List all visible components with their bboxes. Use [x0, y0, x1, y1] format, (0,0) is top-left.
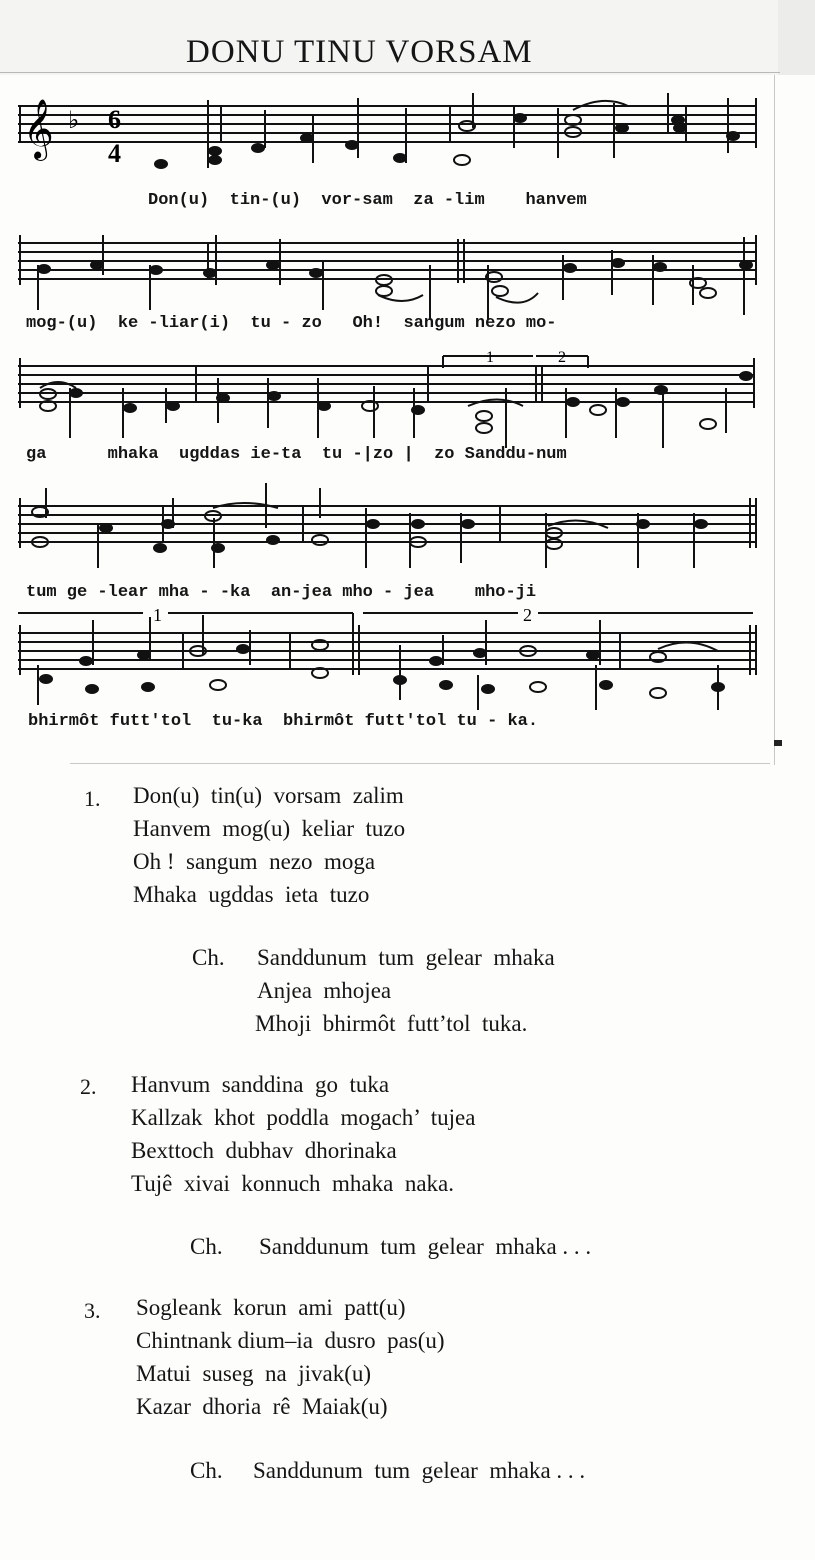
lyrics-system-4: tum ge -lear mha - -ka an-jea mho - jea mho-ji	[26, 583, 537, 602]
verse-2-line-4: Tujê xivai konnuch mhaka naka.	[131, 1171, 455, 1196]
verse-3-line-2: Chintnank dium–ia dusro pas(u)	[136, 1328, 445, 1353]
staff-system-4	[18, 478, 758, 588]
verse-2-line-2: Kallzak khot poddla mogach’ tujea	[131, 1105, 476, 1130]
chorus-repeat-label-2: Ch.	[190, 1458, 223, 1483]
verse-3-number: 3.	[84, 1298, 101, 1323]
lyrics-system-5: bhirmôt futt'tol tu-ka bhirmôt futt'tol tu - ka.	[28, 712, 539, 731]
svg-text:2: 2	[523, 605, 532, 625]
verse-1-line-1: Don(u) tin(u) vorsam zalim	[133, 783, 404, 808]
header-divider	[0, 72, 780, 73]
svg-text:4: 4	[108, 139, 121, 168]
staff-system-5	[18, 605, 758, 725]
svg-text:𝄞: 𝄞	[23, 99, 54, 159]
staff-system-1	[18, 88, 758, 208]
verse-2-line-3: Bexttoch dubhav dhorinaka	[131, 1138, 397, 1163]
verse-1-line-2: Hanvem mog(u) keliar tuzo	[133, 816, 406, 841]
verse-2-number: 2.	[80, 1074, 97, 1099]
verse-3-line-1: Sogleank korun ami patt(u)	[136, 1295, 406, 1320]
svg-text:1: 1	[486, 349, 494, 366]
verse-2-line-1: Hanvum sanddina go tuka	[131, 1072, 390, 1097]
staff-system-3	[18, 348, 758, 458]
score-divider	[70, 763, 770, 764]
chorus-label: Ch.	[192, 945, 225, 970]
verse-1-number: 1.	[84, 786, 101, 811]
scan-edge	[778, 0, 815, 75]
lyrics-system-2: mog-(u) ke -liar(i) tu - zo Oh! sangum nezo mo-	[26, 314, 557, 333]
song-title: DONU TINU VORSAM	[186, 34, 533, 70]
verse-1-line-3: Oh ! sangum nezo moga	[133, 849, 376, 874]
chorus-repeat-2: Sanddunum tum gelear mhaka . . .	[253, 1458, 586, 1483]
verse-3-line-4: Kazar dhoria rê Maiak(u)	[136, 1394, 388, 1419]
lyrics-system-3: ga mhaka ugddas ie-ta tu -|zo | zo Sanddu-num	[26, 445, 567, 464]
chorus-line-1: Sanddunum tum gelear mhaka	[257, 945, 555, 970]
svg-text:1: 1	[153, 605, 162, 625]
svg-text:♭: ♭	[68, 106, 80, 134]
chorus-repeat-1: Sanddunum tum gelear mhaka . . .	[259, 1234, 592, 1259]
svg-text:6: 6	[108, 105, 121, 134]
svg-text:2: 2	[558, 349, 566, 366]
chorus-line-3: Mhoji bhirmôt futt’tol tuka.	[255, 1011, 528, 1036]
verse-3-line-3: Matui suseg na jivak(u)	[136, 1361, 372, 1386]
chorus-repeat-label-1: Ch.	[190, 1234, 223, 1259]
lyrics-system-1: Don(u) tin-(u) vor-sam za -lim hanvem	[148, 191, 587, 210]
scan-mark	[774, 740, 782, 746]
verse-1-line-4: Mhaka ugddas ieta tuzo	[133, 882, 370, 907]
chorus-line-2: Anjea mhojea	[257, 978, 392, 1003]
